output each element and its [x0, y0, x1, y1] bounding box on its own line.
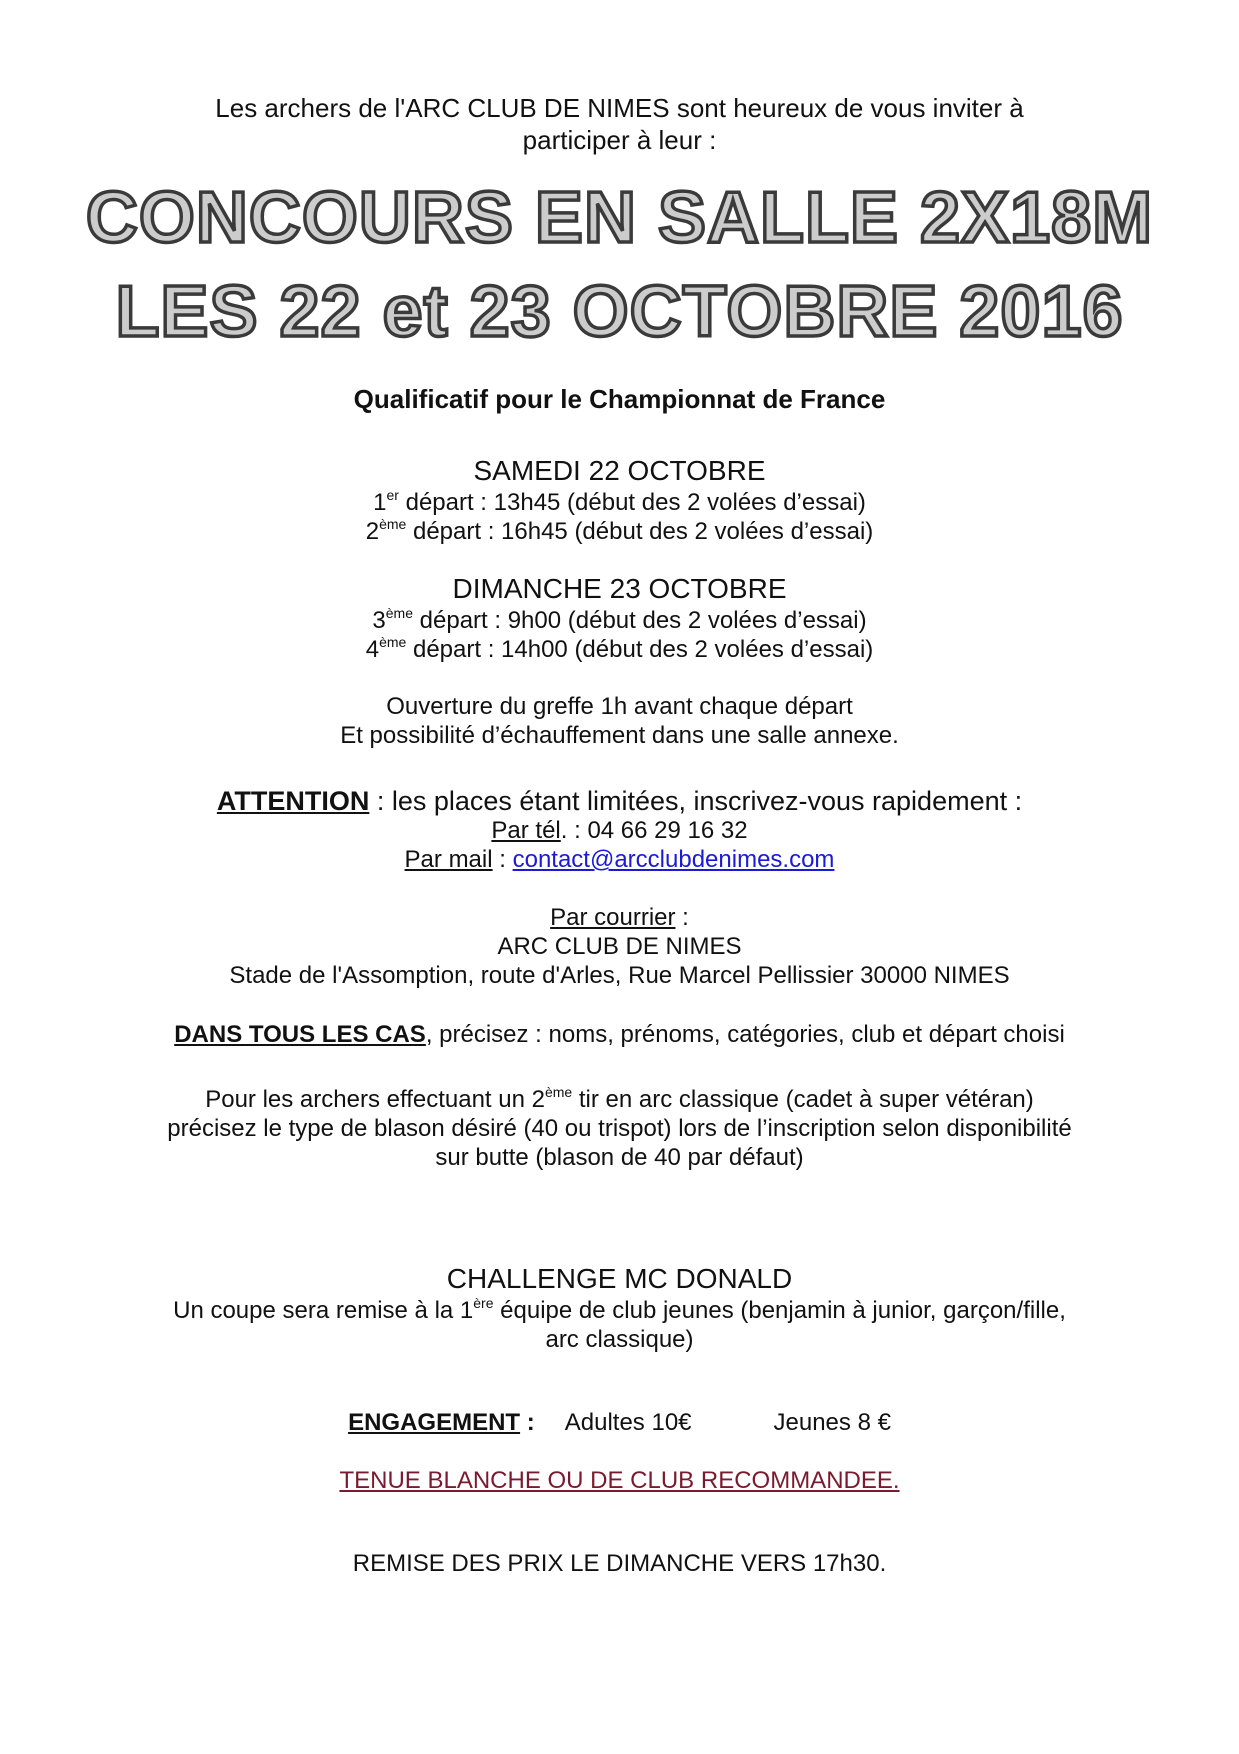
challenge-section [0, 1262, 1239, 1354]
pour-post: tir en arc classique (cadet à super vétéran) [572, 1086, 1034, 1113]
departure-4-sup: ème [379, 634, 407, 650]
challenge-pre: Un coupe sera remise à la 1 [173, 1297, 474, 1324]
intro-line-1: Les archers de l'ARC CLUB DE NIMES sont heureux de vous inviter à [215, 93, 1024, 123]
departure-3-sup: ème [385, 605, 413, 621]
mail-label: Par mail [404, 846, 493, 873]
engagement-jeunes: Jeunes 8 € [773, 1409, 891, 1436]
contact-mail [0, 845, 1239, 874]
challenge-heading: CHALLENGE MC DONALD [446, 1263, 793, 1294]
departure-1-text: départ : 13h45 (début des 2 volées d’essai) [398, 489, 866, 516]
pour-pre: Pour les archers effectuant un 2 [205, 1086, 545, 1113]
engagement-adultes: Adultes 10€ [564, 1409, 692, 1436]
contact-info [0, 816, 1239, 874]
departure-1-num: 1 [373, 489, 387, 516]
challenge-line-1 [0, 1296, 1239, 1325]
challenge-line-2: arc classique) [545, 1326, 694, 1353]
cas-label: DANS TOUS LES CAS [174, 1021, 426, 1048]
departure-1-sup: er [386, 487, 399, 503]
challenge-sup: ère [473, 1295, 494, 1311]
challenge-post: équipe de club jeunes (benjamin à junior, garçon/fille, [493, 1297, 1066, 1324]
contact-tel [0, 816, 1239, 845]
attention-label: ATTENTION [216, 786, 370, 816]
attention-line [0, 784, 1239, 818]
greffe-line-2: Et possibilité d’échauffement dans une salle annexe. [340, 722, 899, 749]
cas-text: , précisez : noms, prénoms, catégories, club et départ choisi [425, 1021, 1065, 1048]
departure-4-num: 4 [365, 636, 380, 663]
departure-2-num: 2 [365, 518, 380, 545]
postal-info [0, 903, 1239, 990]
prize-giving: REMISE DES PRIX LE DIMANCHE VERS 17h30. [352, 1550, 887, 1577]
email-link[interactable]: contact@arcclubdenimes.com [512, 846, 835, 873]
departure-4-text: départ : 14h00 (début des 2 volées d’essai) [406, 636, 874, 663]
club-name: ARC CLUB DE NIMES [497, 933, 742, 960]
greffe-line-1: Ouverture du greffe 1h avant chaque départ [386, 693, 853, 720]
pour-sup: ème [544, 1084, 573, 1100]
engagement-sep: : [520, 1409, 535, 1436]
tel-label: Par tél [491, 817, 561, 844]
mail-sep: : [492, 846, 513, 873]
sunday-schedule [0, 572, 1239, 664]
departure-3-num: 3 [372, 607, 386, 634]
departure-4 [0, 635, 1239, 664]
courrier-label: Par courrier [550, 904, 676, 931]
pour-line-1 [0, 1085, 1239, 1114]
pour-line-2: précisez le type de blason désiré (40 ou trispot) lors de l’inscription selon disponibilité [167, 1115, 1072, 1142]
tel-value: . : 04 66 29 16 32 [560, 817, 748, 844]
departure-1 [0, 488, 1239, 517]
club-address: Stade de l'Assomption, route d'Arles, Rue Marcel Pellissier 30000 NIMES [229, 962, 1010, 989]
courrier-sep: : [675, 904, 689, 931]
departure-3 [0, 606, 1239, 635]
departure-3-text: départ : 9h00 (début des 2 volées d’essai) [412, 607, 867, 634]
dress-code-wrap [0, 1467, 1239, 1495]
all-cases-line [0, 1020, 1239, 1049]
intro [0, 92, 1239, 156]
departure-2-text: départ : 16h45 (début des 2 volées d’essai) [406, 518, 874, 545]
departure-2 [0, 517, 1239, 546]
engagement-line [0, 1408, 1239, 1437]
saturday-heading: SAMEDI 22 OCTOBRE [473, 455, 766, 486]
dress-code: TENUE BLANCHE OU DE CLUB RECOMMANDEE. [339, 1467, 900, 1494]
departure-2-sup: ème [379, 516, 407, 532]
second-shot-info [0, 1085, 1239, 1172]
attention-text: : les places étant limitées, inscrivez-vous rapidement : [369, 786, 1023, 816]
pour-line-3: sur butte (blason de 40 par défaut) [435, 1144, 804, 1171]
engagement-label: ENGAGEMENT [348, 1409, 521, 1436]
sunday-heading: DIMANCHE 23 OCTOBRE [452, 573, 787, 604]
intro-line-2: participer à leur : [522, 125, 717, 155]
qualification-note: Qualificatif pour le Championnat de France [353, 384, 886, 414]
saturday-schedule [0, 454, 1239, 546]
greffe-info [0, 692, 1239, 750]
title-line-2: LES 22 et 23 OCTOBRE 2016 [115, 272, 1124, 352]
title-line-1: CONCOURS EN SALLE 2X18M [85, 178, 1154, 258]
courrier-line [0, 903, 1239, 932]
